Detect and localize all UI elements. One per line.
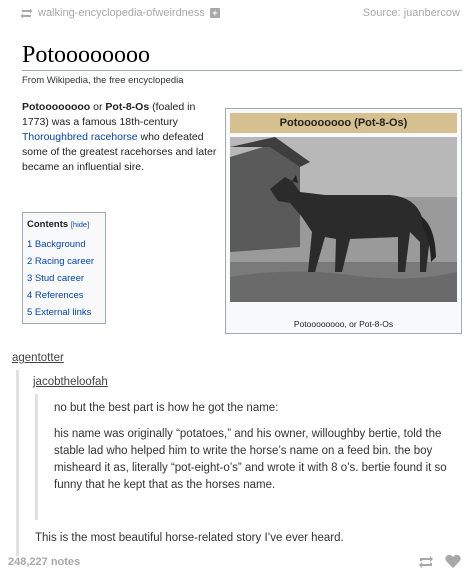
follow-plus-icon[interactable]: +	[210, 8, 220, 18]
toc-item-stud-career[interactable]: 3 Stud career	[27, 273, 85, 284]
like-heart-icon[interactable]	[445, 554, 461, 569]
thoroughbred-link[interactable]: Thoroughbred racehorse	[22, 131, 138, 143]
notes-count[interactable]: 248,227 notes	[8, 556, 81, 568]
infobox-caption: Potoooooooo, or Pot-8-Os	[293, 319, 394, 329]
source-link[interactable]: Source: juanbercow	[362, 7, 460, 19]
username-agentotter[interactable]: agentotter	[12, 352, 64, 364]
reblog-button-icon[interactable]	[418, 555, 434, 569]
horse-painting-image[interactable]	[230, 137, 457, 302]
article-subtitle: From Wikipedia, the free encyclopedia	[22, 75, 184, 86]
infobox-title: Potoooooooo (Pot-8-Os)	[230, 113, 457, 133]
intro-text: (foaled in 1773) was a famous 18th-century	[22, 101, 196, 128]
title-divider	[22, 70, 462, 71]
toc-item-background[interactable]: 1 Background	[27, 239, 86, 250]
comment-paragraph-2: his name was originally “potatoes,” and his owner, willoughby bertie, told the stable lad who helped him to write the horse’s name on a feed bin. the boy misheard it as, literally “pot-eight-o’s” and wrote it with 8 o’s. bertie found it so funny that he kept that as the horses name.	[54, 428, 447, 491]
post-header	[0, 0, 474, 28]
quote-level-1	[16, 370, 462, 556]
quote-level-2	[35, 394, 455, 520]
comment-paragraph-3: This is the most beautiful horse-related story I’ve ever heard.	[35, 532, 344, 544]
username-jacobtheloofah[interactable]: jacobtheloofah	[33, 376, 108, 388]
article-title: Potoooooooo	[22, 42, 151, 68]
intro-bold-name: Potoooooooo	[22, 101, 91, 113]
reblog-icon	[20, 8, 33, 19]
toc-item-external-links[interactable]: 5 External links	[27, 307, 92, 318]
intro-bold-alt-name: Pot-8-Os	[105, 101, 150, 113]
toc-item-racing-career[interactable]: 2 Racing career	[27, 256, 95, 267]
toc-heading	[27, 219, 101, 230]
post-footer	[0, 548, 474, 577]
toc-item-references[interactable]: 4 References	[27, 290, 84, 301]
article-intro	[22, 100, 220, 175]
comment-paragraph-1: no but the best part is how he got the name:	[54, 402, 279, 414]
table-of-contents	[22, 212, 106, 324]
infobox	[225, 108, 462, 334]
toc-hide-link[interactable]: [hide]	[70, 220, 90, 229]
reblog-source-name[interactable]: walking-encyclopedia-ofweirdness	[38, 7, 205, 19]
intro-or: or	[90, 101, 106, 113]
wikipedia-screenshot	[0, 28, 474, 348]
reblog-source[interactable]	[20, 7, 220, 19]
toc-heading-label: Contents	[27, 219, 69, 230]
intro-end-text: who defeated some of the greatest racehorses and later became an influential sire.	[22, 131, 217, 173]
